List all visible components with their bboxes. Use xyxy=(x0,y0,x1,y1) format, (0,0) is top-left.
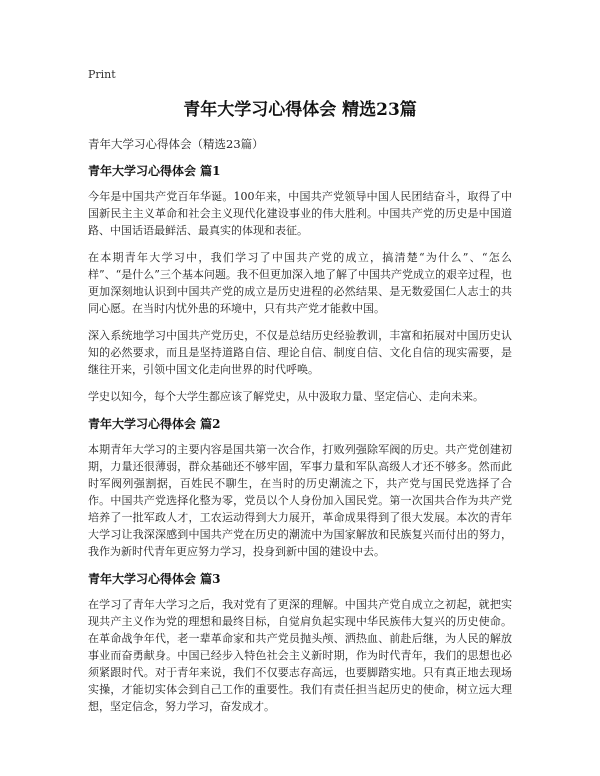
section-heading: 青年大学习心得体会 篇2 xyxy=(88,417,221,431)
paragraph: 学史以知今，每个大学生都应该了解党史，从中汲取力量、坚定信心、走向未来。 xyxy=(88,390,484,403)
section-3 xyxy=(88,570,512,715)
section-heading: 青年大学习心得体会 篇1 xyxy=(88,164,221,178)
print-label[interactable]: Print xyxy=(88,68,116,81)
section-2 xyxy=(88,415,512,560)
paragraph: 在本期青年大学习中，我们学习了中国共产党的成立，搞清楚“为什么”、“怎么样”、“是什么”三个基本问题。我不但更加深入地了解了中国共产党成立的艰辛过程，也更加深刻地认识到中国共产党的成立是历史进程的必然结果、是无数爱国仁人志士的共同心愿。在当时内忧外患的环境中，只有共产党才能救中国。 xyxy=(88,251,512,315)
paragraph: 今年是中国共产党百年华诞。100年来，中国共产党领导中国人民团结奋斗，取得了中国新民主主义革命和社会主义现代化建设事业的伟大胜利。中国共产党的历史是中国道路、中国话语最鲜活、最真实的体现和表征。 xyxy=(88,190,512,237)
section-heading: 青年大学习心得体会 篇3 xyxy=(88,572,221,586)
section-1 xyxy=(88,162,512,405)
paragraph: 本期青年大学习的主要内容是国共第一次合作，打败列强除军阀的历史。共产党创建初期，力量还很薄弱，群众基础还不够牢固，军事力量和军队高级人才还不够多。然而此时军阀列强割据，百姓民不聊生，在当时的历史潮流之下，共产党与国民党选择了合作。中国共产党选择化整为零，党员以个人身份加入国民党。第一次国共合作为共产党培养了一批军政人才，工农运动得到大力展开，革命成果得到了很大发展。本次的青年大学习让我深深感到中国共产党在历史的潮流中为国家解放和民族复兴而付出的努力，我作为新时代青年更应努力学习，投身到新中国的建设中去。 xyxy=(88,443,512,558)
paragraph: 在学习了青年大学习之后，我对党有了更深的理解。中国共产党自成立之初起，就把实现共产主义作为党的理想和最终目标，自觉肩负起实现中华民族伟大复兴的历史使命。在革命战争年代，老一辈革命家和共产党员抛头颅、洒热血、前赴后继，为人民的解放事业而奋勇献身。中国已经步入特色社会主义新时期，作为时代青年，我们的思想也必须紧跟时代。对于青年来说，我们不仅要志存高远，也要脚踏实地。只有真正地去现场实操，才能切实体会到自己工作的重要性。我们有责任担当起历史的使命，树立远大理想，坚定信念，努力学习，奋发成才。 xyxy=(88,598,512,713)
document-subtitle: 青年大学习心得体会（精选23篇） xyxy=(88,137,264,151)
document-title: 青年大学习心得体会 精选23篇 xyxy=(183,100,417,120)
paragraph: 深入系统地学习中国共产党历史，不仅是总结历史经验教训，丰富和拓展对中国历史认知的必然要求，而且是坚持道路自信、理论自信、制度自信、文化自信的现实需要，是继往开来，引领中国文化走向世界的时代呼唤。 xyxy=(88,329,512,376)
